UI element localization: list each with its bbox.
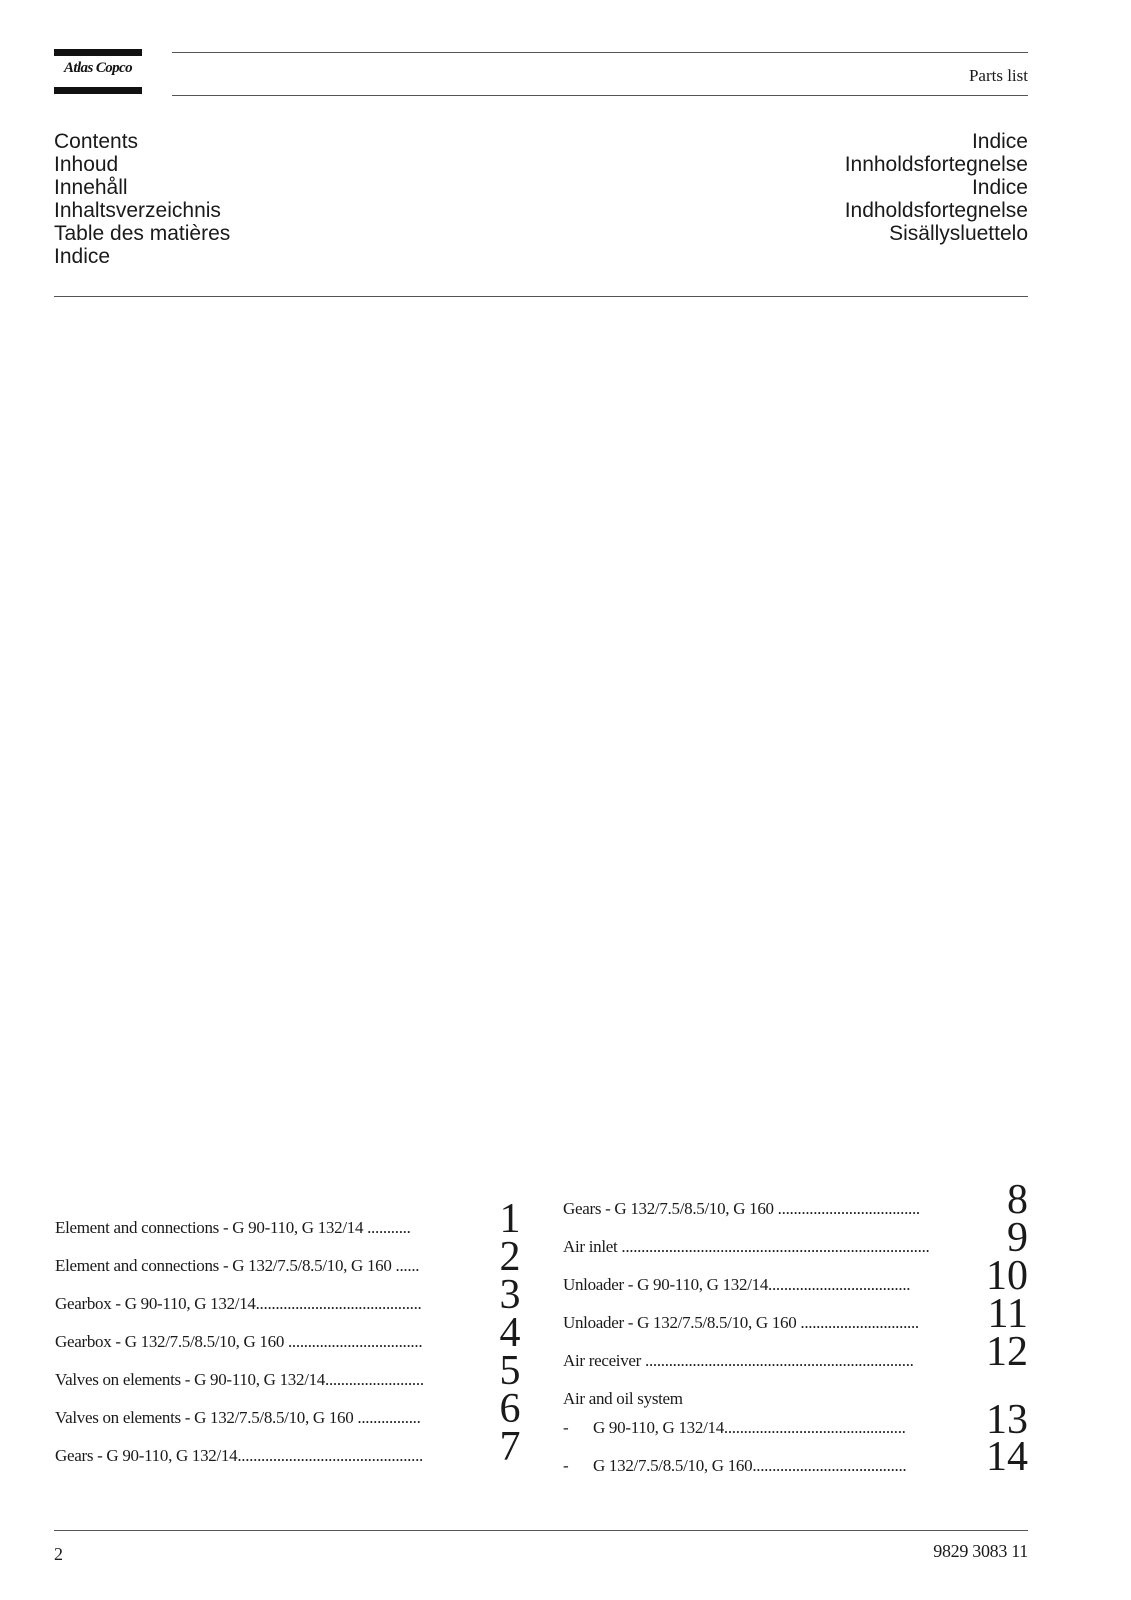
toc-entry[interactable]: Gearbox - G 132/7.5/8.5/10, G 160 .................................. (55, 1332, 423, 1351)
heading-inhaltsverzeichnis: Inhaltsverzeichnis (54, 199, 221, 222)
toc-section-number: 14 (986, 1434, 1028, 1480)
doc-type-label: Parts list (968, 66, 1028, 85)
toc-section-number: 4 (499, 1310, 521, 1356)
toc-group-title: Air and oil system (563, 1389, 683, 1408)
heading-indholdsfortegnelse: Indholdsfortegnelse (844, 199, 1028, 222)
toc-entry[interactable]: Element and connections - G 90-110, G 132/14 ........... (55, 1218, 411, 1237)
toc-entry[interactable]: Air receiver .................................................................... (563, 1351, 914, 1370)
headings-divider (54, 296, 1028, 297)
toc-section-number: 7 (499, 1424, 521, 1470)
toc-subentry[interactable]: G 132/7.5/8.5/10, G 160....................................... (593, 1456, 907, 1475)
toc-section-number: 11 (987, 1291, 1028, 1337)
atlas-copco-logo (54, 49, 142, 94)
toc-section-number: 10 (986, 1253, 1028, 1299)
heading-indice-pt: Indice (971, 176, 1028, 199)
toc-section-number: 2 (499, 1234, 521, 1280)
toc-section-number: 5 (499, 1348, 521, 1394)
contents-headings-right (845, 130, 1028, 245)
heading-inhoud: Inhoud (54, 153, 119, 176)
toc-entry[interactable]: Gearbox - G 90-110, G 132/14.......................................... (55, 1294, 422, 1313)
contents-headings-left (54, 130, 230, 268)
toc-sub-dash: - (563, 1418, 569, 1437)
header-rule-top (172, 52, 1028, 53)
logo-bar-top (54, 49, 142, 56)
toc-section-number: 1 (499, 1196, 521, 1242)
toc-subentry[interactable]: G 90-110, G 132/14.............................................. (593, 1418, 906, 1437)
heading-indice: Indice (54, 245, 111, 268)
toc-section-number: 6 (499, 1386, 521, 1432)
page-number: 2 (54, 1544, 63, 1564)
toc-section-number: 9 (1007, 1215, 1028, 1261)
logo-wordmark: Atlas Copco (64, 60, 132, 76)
heading-innehall: Innehåll (54, 176, 128, 199)
toc-entry[interactable]: Unloader - G 132/7.5/8.5/10, G 160 .............................. (563, 1313, 919, 1332)
toc-entry[interactable]: Gears - G 132/7.5/8.5/10, G 160 .................................... (563, 1199, 920, 1218)
heading-sisallysluettelo: Sisällysluettelo (889, 222, 1028, 245)
logo-bar-bottom (54, 87, 142, 94)
header-rule-bottom (172, 95, 1028, 96)
toc-entry[interactable]: Element and connections - G 132/7.5/8.5/10, G 160 ...... (55, 1256, 420, 1275)
toc-entry[interactable]: Unloader - G 90-110, G 132/14.................................... (563, 1275, 911, 1294)
toc-section-number: 3 (499, 1272, 521, 1318)
heading-indice-es: Indice (971, 130, 1028, 153)
toc-entry[interactable]: Air inlet .............................................................................. (563, 1237, 930, 1256)
toc-entry[interactable]: Valves on elements - G 132/7.5/8.5/10, G 160 ................ (55, 1408, 421, 1427)
heading-innholdsfortegnelse: Innholdsfortegnelse (844, 153, 1028, 176)
toc-section-number: 12 (986, 1329, 1028, 1375)
toc-entry[interactable]: Valves on elements - G 90-110, G 132/14......................... (55, 1370, 424, 1389)
heading-table-des-matieres: Table des matières (54, 222, 231, 245)
toc-section-number: 13 (986, 1397, 1028, 1443)
footer-rule (54, 1530, 1028, 1531)
toc-section-number: 8 (1007, 1177, 1028, 1223)
document-number: 9829 3083 11 (933, 1541, 1028, 1561)
toc-entry[interactable]: Gears - G 90-110, G 132/14............................................... (55, 1446, 423, 1465)
heading-contents: Contents (54, 130, 139, 153)
toc-sub-dash: - (563, 1456, 569, 1475)
